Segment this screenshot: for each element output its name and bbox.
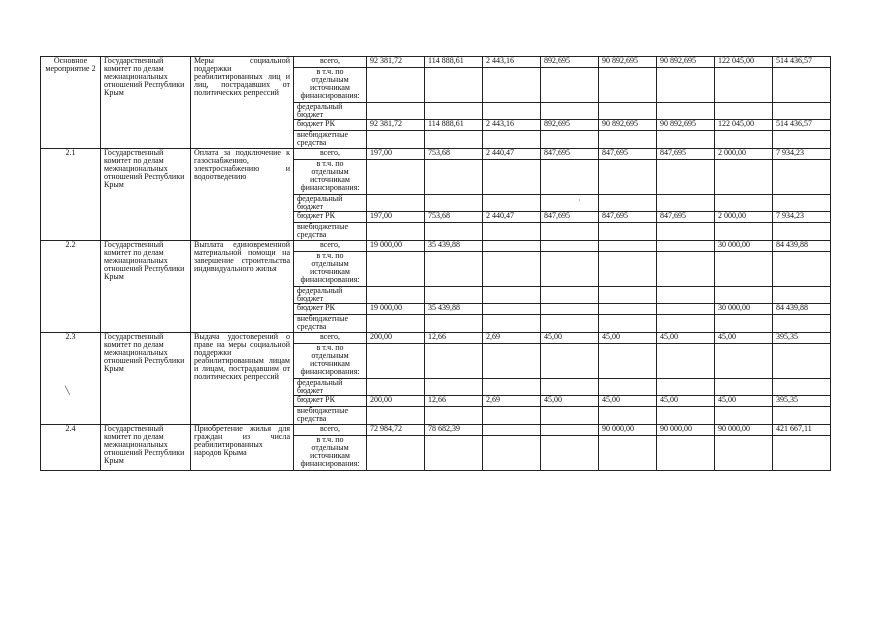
value-cell bbox=[541, 436, 599, 471]
value-cell bbox=[657, 344, 715, 379]
value-cell: 30 000,00 bbox=[715, 241, 773, 252]
table-row bbox=[41, 241, 831, 252]
funding-source-rk: бюджет РК bbox=[294, 120, 367, 131]
table-row bbox=[41, 57, 831, 68]
value-cell bbox=[483, 379, 541, 396]
funding-source-extra: внебюджетные средства bbox=[294, 407, 367, 425]
value-cell: 847,695 bbox=[657, 149, 715, 160]
funding-source-total: всего, bbox=[294, 241, 367, 252]
value-cell: 514 436,57 bbox=[773, 57, 831, 68]
value-cell bbox=[425, 252, 483, 287]
value-cell: 35 439,88 bbox=[425, 304, 483, 315]
value-cell: 84 439,88 bbox=[773, 241, 831, 252]
value-cell bbox=[425, 68, 483, 103]
value-cell: 45,00 bbox=[657, 333, 715, 344]
value-cell: 2 443,16 bbox=[483, 57, 541, 68]
value-cell bbox=[599, 252, 657, 287]
value-cell bbox=[715, 315, 773, 333]
value-cell: 197,00 bbox=[367, 149, 425, 160]
value-cell bbox=[483, 223, 541, 241]
value-cell bbox=[367, 407, 425, 425]
value-cell bbox=[657, 195, 715, 212]
value-cell: 45,00 bbox=[541, 396, 599, 407]
funding-source-rk: бюджет РК bbox=[294, 304, 367, 315]
value-cell bbox=[483, 131, 541, 149]
table-row bbox=[41, 333, 831, 344]
activity-name: Приобретение жилья для граждан из числа реабилитированных народов Крыма bbox=[191, 425, 294, 471]
activity-name: Выдача удостоверений о праве на меры социальной поддержки реабилитированным лицам и лицам, пострадавшим от политических репрессий bbox=[191, 333, 294, 425]
value-cell: 45,00 bbox=[715, 333, 773, 344]
value-cell bbox=[425, 436, 483, 471]
value-cell bbox=[715, 223, 773, 241]
value-cell bbox=[541, 241, 599, 252]
value-cell bbox=[773, 68, 831, 103]
value-cell bbox=[657, 436, 715, 471]
value-cell bbox=[367, 315, 425, 333]
value-cell: 847,695 bbox=[541, 212, 599, 223]
executor-cell: Государственный комитет по делам межнациональных отношений Республики Крым bbox=[101, 57, 191, 149]
value-cell bbox=[483, 436, 541, 471]
value-cell: 847,695 bbox=[599, 212, 657, 223]
funding-source-federal: федеральный бюджет bbox=[294, 103, 367, 120]
value-cell bbox=[599, 241, 657, 252]
value-cell: 122 045,00 bbox=[715, 57, 773, 68]
value-cell bbox=[715, 103, 773, 120]
funding-source-extra: внебюджетные средства bbox=[294, 223, 367, 241]
funding-source-extra: внебюджетные средства bbox=[294, 315, 367, 333]
value-cell: 2 440,47 bbox=[483, 212, 541, 223]
value-cell: 7 934,23 bbox=[773, 149, 831, 160]
value-cell bbox=[483, 287, 541, 304]
executor-cell: Государственный комитет по делам межнациональных отношений Республики Крым bbox=[101, 241, 191, 333]
activity-name: Оплата за подключение к газоснабжению, электроснабжению и водоотведению bbox=[191, 149, 294, 241]
value-cell bbox=[657, 315, 715, 333]
value-cell bbox=[599, 379, 657, 396]
value-cell: 753,68 bbox=[425, 149, 483, 160]
value-cell: 90 000,00 bbox=[715, 425, 773, 436]
value-cell bbox=[773, 379, 831, 396]
value-cell bbox=[425, 315, 483, 333]
value-cell bbox=[483, 304, 541, 315]
value-cell: 514 436,57 bbox=[773, 120, 831, 131]
value-cell bbox=[541, 425, 599, 436]
value-cell: 90 892,695 bbox=[657, 120, 715, 131]
value-cell: 395,35 bbox=[773, 333, 831, 344]
value-cell bbox=[773, 223, 831, 241]
value-cell bbox=[425, 131, 483, 149]
value-cell bbox=[541, 407, 599, 425]
value-cell: 45,00 bbox=[657, 396, 715, 407]
value-cell bbox=[715, 68, 773, 103]
executor-cell: Государственный комитет по делам межнациональных отношений Республики Крым bbox=[101, 333, 191, 425]
table-row bbox=[41, 149, 831, 160]
value-cell bbox=[657, 379, 715, 396]
value-cell: 2,69 bbox=[483, 396, 541, 407]
value-cell bbox=[367, 223, 425, 241]
value-cell bbox=[773, 195, 831, 212]
value-cell bbox=[367, 379, 425, 396]
value-cell: 12,66 bbox=[425, 396, 483, 407]
value-cell bbox=[483, 103, 541, 120]
value-cell bbox=[541, 287, 599, 304]
value-cell bbox=[483, 344, 541, 379]
value-cell bbox=[657, 287, 715, 304]
executor-cell: Государственный комитет по делам межнациональных отношений Республики Крым bbox=[101, 425, 191, 471]
funding-source-total: всего, bbox=[294, 57, 367, 68]
value-cell bbox=[773, 315, 831, 333]
value-cell bbox=[483, 315, 541, 333]
value-cell bbox=[773, 436, 831, 471]
activity-number: 2.2 bbox=[41, 241, 101, 333]
funding-source-federal: федеральный бюджет bbox=[294, 195, 367, 212]
value-cell: 92 381,72 bbox=[367, 120, 425, 131]
value-cell bbox=[715, 195, 773, 212]
value-cell bbox=[657, 160, 715, 195]
value-cell: 35 439,88 bbox=[425, 241, 483, 252]
value-cell: 122 045,00 bbox=[715, 120, 773, 131]
value-cell bbox=[715, 407, 773, 425]
scan-dot: · bbox=[578, 196, 581, 205]
value-cell bbox=[541, 315, 599, 333]
value-cell bbox=[425, 344, 483, 379]
value-cell bbox=[425, 287, 483, 304]
value-cell: 753,68 bbox=[425, 212, 483, 223]
value-cell bbox=[773, 103, 831, 120]
value-cell: 2,69 bbox=[483, 333, 541, 344]
funding-source-sub: в т.ч. по отдельным источникам финансирования: bbox=[294, 436, 367, 471]
value-cell: 847,695 bbox=[541, 149, 599, 160]
value-cell bbox=[773, 131, 831, 149]
value-cell bbox=[367, 131, 425, 149]
value-cell: 92 381,72 bbox=[367, 57, 425, 68]
value-cell: 90 892,695 bbox=[599, 57, 657, 68]
value-cell: 90 892,695 bbox=[599, 120, 657, 131]
value-cell: 45,00 bbox=[541, 333, 599, 344]
executor-cell: Государственный комитет по делам межнациональных отношений Республики Крым bbox=[101, 149, 191, 241]
value-cell bbox=[541, 160, 599, 195]
value-cell bbox=[599, 160, 657, 195]
value-cell bbox=[715, 287, 773, 304]
value-cell bbox=[425, 379, 483, 396]
value-cell: 114 888,61 bbox=[425, 57, 483, 68]
value-cell bbox=[541, 344, 599, 379]
value-cell bbox=[773, 160, 831, 195]
value-cell bbox=[599, 103, 657, 120]
value-cell bbox=[715, 379, 773, 396]
value-cell bbox=[657, 304, 715, 315]
value-cell bbox=[367, 287, 425, 304]
value-cell bbox=[773, 252, 831, 287]
value-cell: 7 934,23 bbox=[773, 212, 831, 223]
activity-name: Меры социальной поддержки реабилитированных лиц и лиц, пострадавших от политических репрессий bbox=[191, 57, 294, 149]
value-cell: 2 443,16 bbox=[483, 120, 541, 131]
value-cell: 2 000,00 bbox=[715, 212, 773, 223]
value-cell bbox=[541, 195, 599, 212]
value-cell bbox=[657, 131, 715, 149]
value-cell bbox=[425, 160, 483, 195]
value-cell bbox=[541, 68, 599, 103]
funding-source-sub: в т.ч. по отдельным источникам финансирования: bbox=[294, 68, 367, 103]
value-cell bbox=[599, 131, 657, 149]
value-cell bbox=[483, 160, 541, 195]
value-cell bbox=[483, 425, 541, 436]
value-cell bbox=[773, 344, 831, 379]
value-cell bbox=[483, 407, 541, 425]
value-cell bbox=[541, 131, 599, 149]
value-cell bbox=[599, 304, 657, 315]
value-cell bbox=[599, 223, 657, 241]
activity-number: 2.1 bbox=[41, 149, 101, 241]
value-cell: 395,35 bbox=[773, 396, 831, 407]
value-cell bbox=[715, 252, 773, 287]
value-cell bbox=[773, 287, 831, 304]
funding-source-total: всего, bbox=[294, 149, 367, 160]
value-cell: 45,00 bbox=[599, 396, 657, 407]
value-cell: 892,695 bbox=[541, 57, 599, 68]
value-cell bbox=[657, 407, 715, 425]
budget-table bbox=[40, 56, 831, 471]
value-cell: 45,00 bbox=[715, 396, 773, 407]
value-cell bbox=[541, 379, 599, 396]
value-cell bbox=[599, 315, 657, 333]
value-cell bbox=[715, 344, 773, 379]
value-cell: 19 000,00 bbox=[367, 304, 425, 315]
value-cell bbox=[715, 436, 773, 471]
value-cell bbox=[657, 223, 715, 241]
value-cell: 2 000,00 bbox=[715, 149, 773, 160]
value-cell: 72 984,72 bbox=[367, 425, 425, 436]
funding-source-sub: в т.ч. по отдельным источникам финансирования: bbox=[294, 344, 367, 379]
value-cell bbox=[367, 68, 425, 103]
funding-source-total: всего, bbox=[294, 333, 367, 344]
value-cell: 90 000,00 bbox=[599, 425, 657, 436]
funding-source-federal: федеральный бюджет bbox=[294, 287, 367, 304]
value-cell bbox=[367, 436, 425, 471]
funding-source-sub: в т.ч. по отдельным источникам финансирования: bbox=[294, 252, 367, 287]
value-cell bbox=[599, 344, 657, 379]
value-cell bbox=[599, 195, 657, 212]
value-cell: 84 439,88 bbox=[773, 304, 831, 315]
value-cell: 847,695 bbox=[599, 149, 657, 160]
value-cell bbox=[599, 68, 657, 103]
funding-source-rk: бюджет РК bbox=[294, 212, 367, 223]
value-cell: 45,00 bbox=[599, 333, 657, 344]
value-cell: 19 000,00 bbox=[367, 241, 425, 252]
value-cell bbox=[715, 131, 773, 149]
funding-source-extra: внебюджетные средства bbox=[294, 131, 367, 149]
value-cell bbox=[599, 407, 657, 425]
value-cell bbox=[541, 223, 599, 241]
activity-number: Основное мероприятие 2 bbox=[41, 57, 101, 149]
value-cell: 197,00 bbox=[367, 212, 425, 223]
value-cell: 200,00 bbox=[367, 396, 425, 407]
value-cell bbox=[483, 241, 541, 252]
activity-number: 2.3 bbox=[41, 333, 101, 425]
value-cell bbox=[483, 195, 541, 212]
value-cell bbox=[657, 252, 715, 287]
value-cell bbox=[483, 252, 541, 287]
value-cell: 90 892,695 bbox=[657, 57, 715, 68]
value-cell bbox=[367, 344, 425, 379]
value-cell: 421 667,11 bbox=[773, 425, 831, 436]
value-cell bbox=[425, 407, 483, 425]
activity-name: Выплата единовременной материальной помощи на завершение строительства индивидуального жилья bbox=[191, 241, 294, 333]
value-cell: 30 000,00 bbox=[715, 304, 773, 315]
value-cell: 114 888,61 bbox=[425, 120, 483, 131]
value-cell: 200,00 bbox=[367, 333, 425, 344]
funding-source-rk: бюджет РК bbox=[294, 396, 367, 407]
value-cell bbox=[599, 436, 657, 471]
value-cell: 78 682,39 bbox=[425, 425, 483, 436]
value-cell bbox=[367, 160, 425, 195]
value-cell bbox=[425, 223, 483, 241]
value-cell bbox=[425, 103, 483, 120]
funding-source-federal: федеральный бюджет bbox=[294, 379, 367, 396]
value-cell bbox=[367, 252, 425, 287]
value-cell bbox=[657, 241, 715, 252]
value-cell: 847,695 bbox=[657, 212, 715, 223]
value-cell bbox=[657, 103, 715, 120]
value-cell bbox=[483, 68, 541, 103]
activity-number: 2.4 bbox=[41, 425, 101, 471]
value-cell: 12,66 bbox=[425, 333, 483, 344]
value-cell: 892,695 bbox=[541, 120, 599, 131]
funding-source-sub: в т.ч. по отдельным источникам финансирования: bbox=[294, 160, 367, 195]
value-cell bbox=[425, 195, 483, 212]
scan-mark: ╲ bbox=[65, 386, 70, 395]
value-cell bbox=[773, 407, 831, 425]
value-cell bbox=[599, 287, 657, 304]
value-cell bbox=[715, 160, 773, 195]
value-cell bbox=[541, 304, 599, 315]
funding-source-total: всего, bbox=[294, 425, 367, 436]
value-cell: 2 440,47 bbox=[483, 149, 541, 160]
value-cell bbox=[367, 103, 425, 120]
value-cell bbox=[541, 103, 599, 120]
value-cell: 90 000,00 bbox=[657, 425, 715, 436]
value-cell bbox=[541, 252, 599, 287]
value-cell bbox=[657, 68, 715, 103]
table-row bbox=[41, 425, 831, 436]
value-cell bbox=[367, 195, 425, 212]
